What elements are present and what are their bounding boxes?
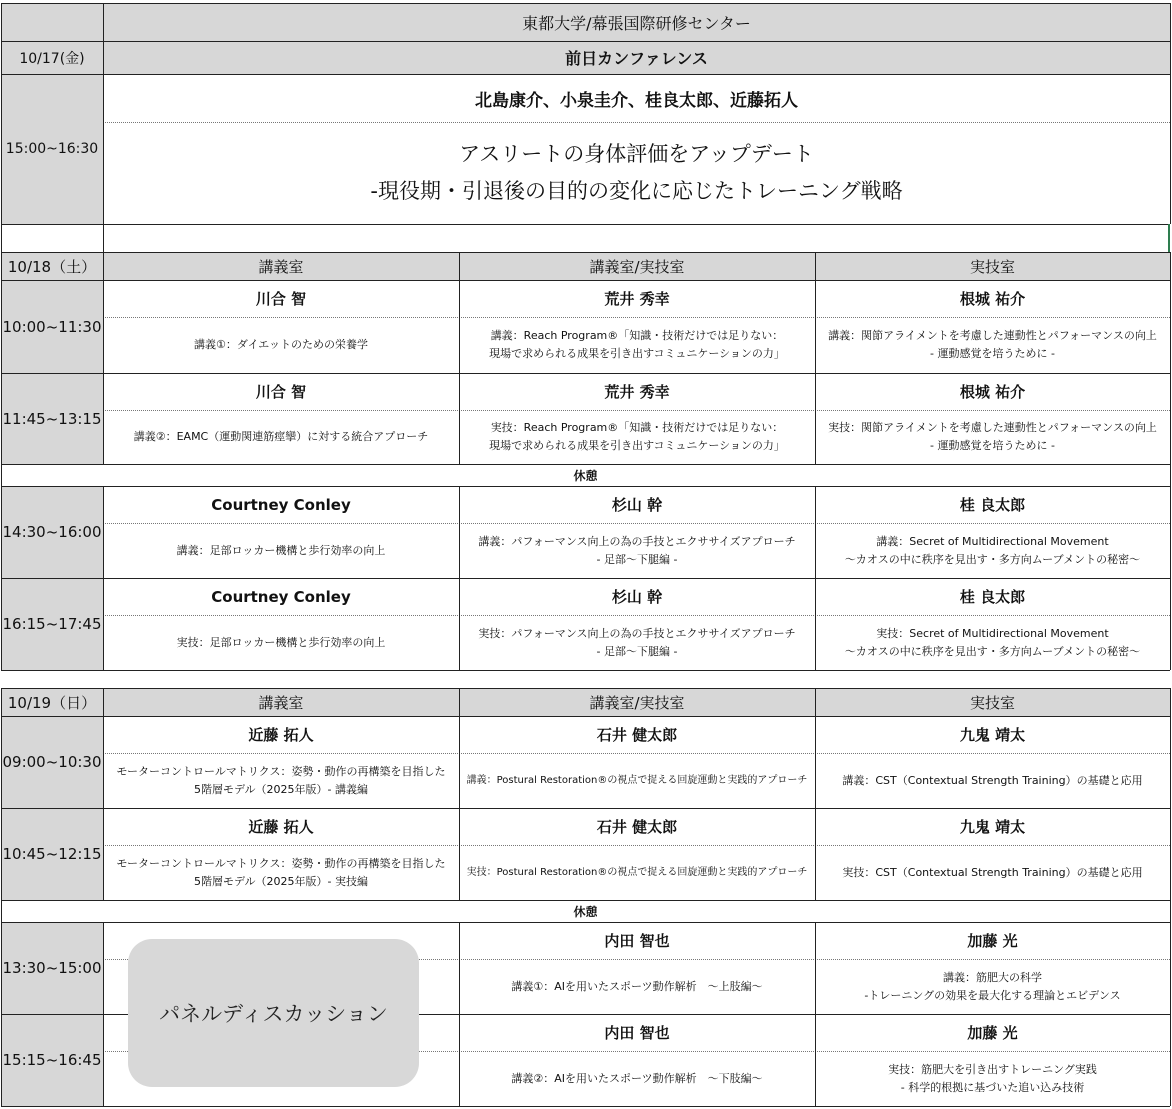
day2-slot2-speaker-3: 九鬼 靖太 [959, 818, 1026, 836]
day2-slot3-speaker-3: 加藤 光 [967, 932, 1018, 950]
day1-slot1-time: 10:00~11:30 [1, 280, 103, 373]
day0-title-line2: -現役期・引退後の目的の変化に応じたトレーニング戦略 [370, 179, 903, 203]
day2-date: 10/19（日） [1, 688, 103, 716]
day2-slot1-desc-1: モーターコントロールマトリクス：姿勢・動作の再構築を目指した 5階層モデル（2025年版）- 講義編 [116, 764, 446, 796]
day0-title-line1: アスリートの身体評価をアップデート [459, 142, 814, 166]
day0-date: 10/17(金) [1, 41, 103, 74]
day1-slot1-desc-3: 講義：関節アライメントを考慮した連動性とパフォーマンスの向上 - 運動感覚を培うために - [828, 329, 1157, 360]
day2-slot3-desc-2: 講義①：AIを用いたスポーツ動作解析 〜上肢編〜 [511, 979, 763, 993]
day2-slot1-desc-2: 講義：Postural Restoration®の視点で捉える回旋運動と実践的アプローチ [466, 774, 808, 786]
day1-room-3: 実技室 [815, 252, 1170, 280]
day1-date: 10/18（土） [1, 252, 103, 280]
day1-slot2-speaker-1: 川合 智 [255, 383, 307, 401]
day2-slot4-time: 15:15~16:45 [1, 1014, 103, 1106]
day1-slot1-desc-2: 講義：Reach Program®「知識・技術だけでは足りない： 現場で求められる成果を引き出すコミュニケーションの力」 [489, 329, 785, 360]
day2-break: 休憩 [573, 904, 598, 919]
day1-slot1-desc-1: 講義①：ダイエットのための栄養学 [194, 338, 368, 351]
day2-slot1-time: 09:00~10:30 [1, 716, 103, 808]
day1-slot4-speaker-1: Courtney Conley [211, 587, 351, 606]
day1-slot4-time: 16:15~17:45 [1, 578, 103, 670]
day1-break: 休憩 [573, 468, 598, 483]
day1-slot1-speaker-3: 根城 祐介 [959, 290, 1026, 308]
day0-speakers: 北島康介、小泉圭介、桂良太郎、近藤拓人 [475, 90, 798, 111]
day2-slot2-desc-3: 実技：CST（Contextual Strength Training）の基礎と応用 [842, 865, 1143, 879]
day2-slot1-speaker-1: 近藤 拓人 [248, 726, 314, 744]
day2-slot3-time: 13:30~15:00 [1, 922, 103, 1014]
day2-slot2-desc-1: モーターコントロールマトリクス：姿勢・動作の再構築を目指した 5階層モデル（2025年版）- 実技編 [116, 856, 446, 888]
day2-slot3-speaker-2: 内田 智也 [604, 932, 670, 950]
day2-slot4-speaker-3: 加藤 光 [967, 1024, 1018, 1042]
day0-event: 前日カンファレンス [103, 41, 1170, 74]
day1-slot3-speaker-3: 桂 良太郎 [959, 496, 1026, 514]
day2-slot4-desc-3: 実技：筋肥大を引き出すトレーニング実践 - 科学的根拠に基づいた追い込み技術 [888, 1062, 1097, 1094]
day1-slot1-speaker-2: 荒井 秀幸 [604, 290, 670, 308]
day1-room-2: 講義室/実技室 [459, 252, 815, 280]
day2-slot1-desc-3: 講義：CST（Contextual Strength Training）の基礎と応用 [842, 773, 1143, 787]
day1-slot3-desc-3: 講義：Secret of Multidirectional Movement 〜カオスの中に秩序を見出す・多方向ムーブメントの秘密〜 [844, 534, 1141, 566]
day1-slot4-desc-1: 実技：足部ロッカー機構と歩行効率の向上 [176, 635, 386, 649]
day1-slot2-desc-1: 講義②：EAMC（運動関連筋痙攣）に対する統合アプローチ [133, 430, 429, 443]
venue-corner [1, 3, 103, 41]
day2-room-2: 講義室/実技室 [459, 688, 815, 716]
day1-slot2-desc-3: 実技：関節アライメントを考慮した連動性とパフォーマンスの向上 - 運動感覚を培うために - [828, 421, 1157, 452]
day1-slot3-time: 14:30~16:00 [1, 486, 103, 578]
day2-slot4-speaker-2: 内田 智也 [604, 1024, 670, 1042]
day1-slot4-desc-2: 実技：パフォーマンス向上の為の手技とエクササイズアプローチ - 足部〜下腿編 - [478, 626, 796, 658]
day1-slot3-desc-2: 講義：パフォーマンス向上の為の手技とエクササイズアプローチ - 足部〜下腿編 - [478, 534, 796, 566]
day1-slot3-speaker-1: Courtney Conley [211, 495, 351, 514]
day1-slot2-desc-2: 実技：Reach Program®「知識・技術だけでは足りない： 現場で求められる成果を引き出すコミュニケーションの力」 [489, 421, 785, 452]
day1-slot2-time: 11:45~13:15 [1, 373, 103, 464]
day2-slot1-speaker-3: 九鬼 靖太 [959, 726, 1026, 744]
day2-slot1-speaker-2: 石井 健太郎 [596, 726, 678, 744]
venue-title: 東都大学/幕張国際研修センター [103, 3, 1170, 41]
day2-room-3: 実技室 [815, 688, 1170, 716]
day1-slot4-speaker-2: 杉山 幹 [611, 588, 663, 606]
day2-slot4-desc-2: 講義②：AIを用いたスポーツ動作解析 〜下肢編〜 [511, 1071, 763, 1085]
day2-slot3-desc-3: 講義：筋肥大の科学 -トレーニングの効果を最大化する理論とエビデンス [864, 970, 1121, 1002]
day2-slot2-time: 10:45~12:15 [1, 808, 103, 900]
day2-slot2-speaker-2: 石井 健太郎 [596, 818, 678, 836]
day1-slot3-desc-1: 講義：足部ロッカー機構と歩行効率の向上 [176, 543, 386, 557]
panel-discussion-box: パネルディスカッション [128, 939, 419, 1087]
day1-slot2-speaker-3: 根城 祐介 [959, 383, 1026, 401]
day0-time: 15:00~16:30 [1, 74, 103, 224]
day1-slot1-speaker-1: 川合 智 [255, 290, 307, 308]
day2-slot2-speaker-1: 近藤 拓人 [248, 818, 314, 836]
day2-room-1: 講義室 [103, 688, 459, 716]
day2-slot2-desc-2: 実技：Postural Restoration®の視点で捉える回旋運動と実践的アプローチ [466, 866, 808, 878]
spacer-row [1, 224, 1170, 252]
day1-slot4-speaker-3: 桂 良太郎 [959, 588, 1026, 606]
day0-title [103, 122, 1170, 224]
day1-slot3-speaker-2: 杉山 幹 [611, 496, 663, 514]
day1-slot4-desc-3: 実技：Secret of Multidirectional Movement 〜カオスの中に秩序を見出す・多方向ムーブメントの秘密〜 [844, 626, 1141, 658]
day1-slot2-speaker-2: 荒井 秀幸 [604, 383, 670, 401]
day1-room-1: 講義室 [103, 252, 459, 280]
